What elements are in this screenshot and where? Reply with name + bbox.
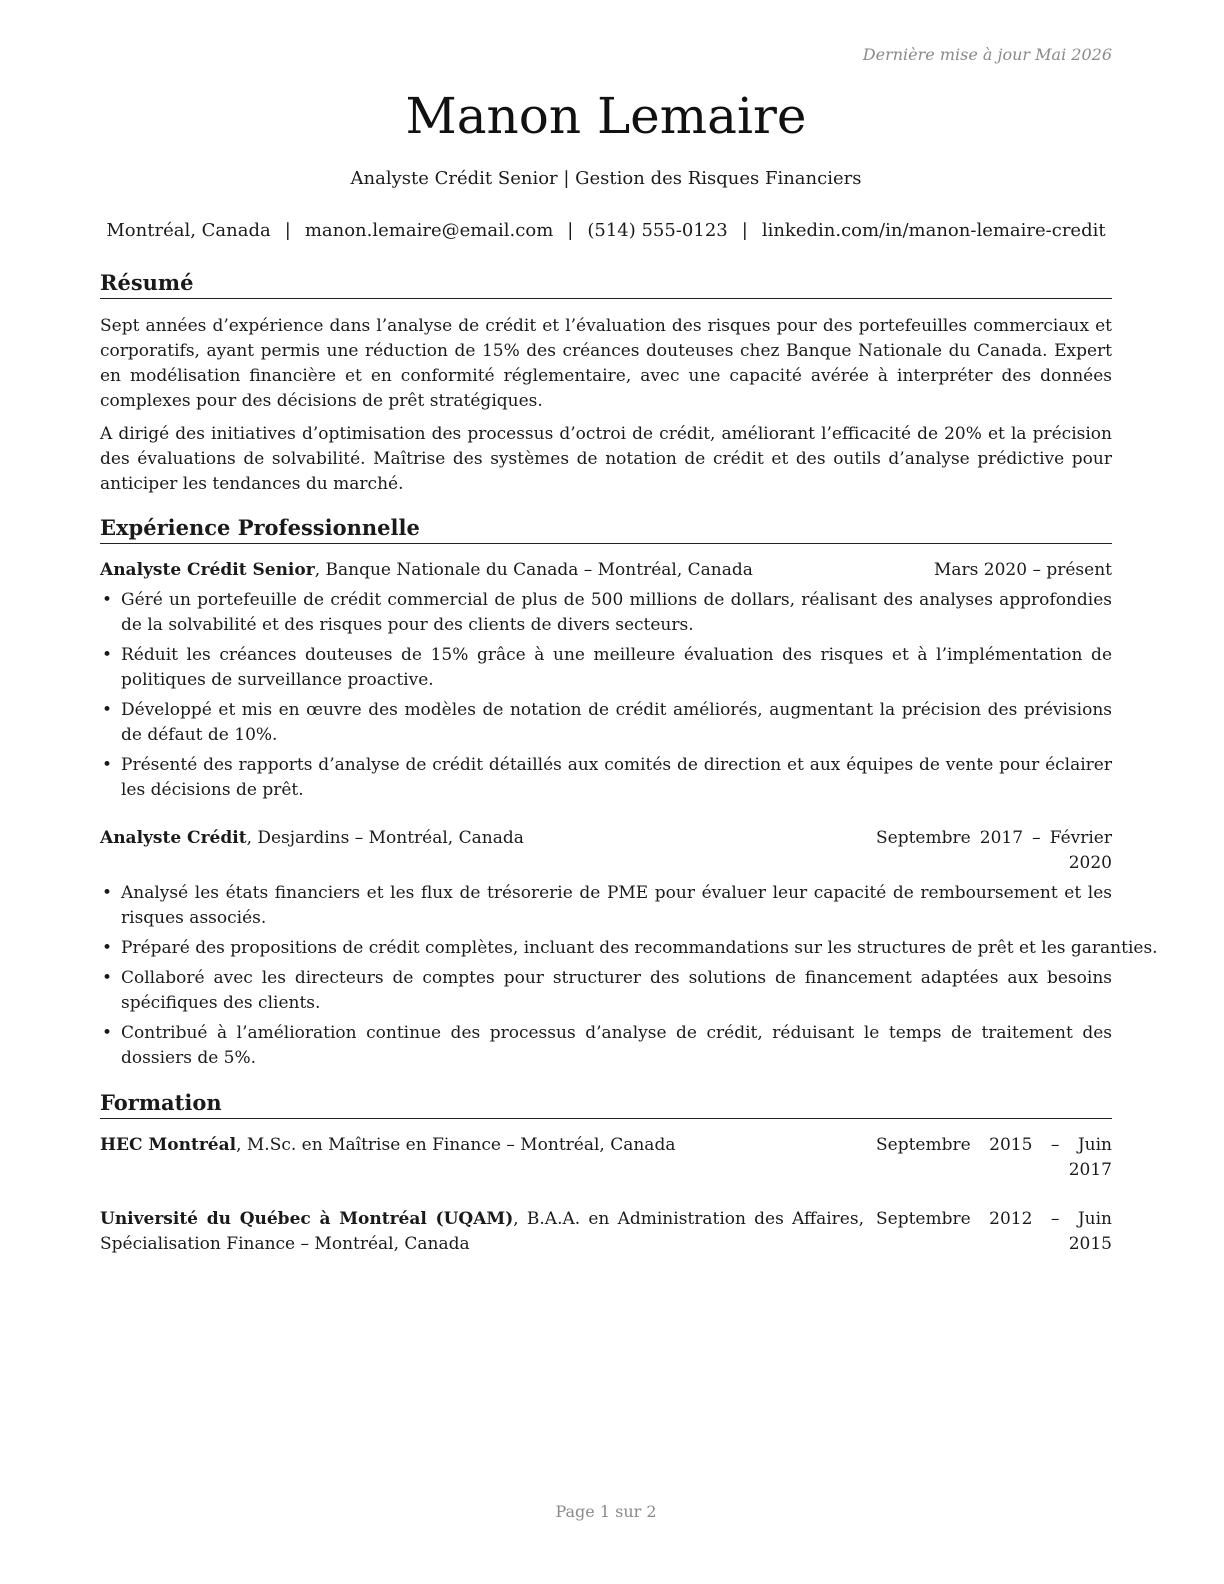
job-role: Analyste Crédit Senior bbox=[100, 560, 315, 580]
education-entry bbox=[100, 1133, 1112, 1183]
job-dates: Mars 2020 – présent bbox=[933, 560, 1112, 580]
job-role: Analyste Crédit bbox=[100, 828, 247, 848]
contact-line bbox=[70, 218, 1142, 244]
bullet-icon: • bbox=[102, 938, 113, 958]
school-name: HEC Montréal bbox=[100, 1135, 237, 1155]
bullet-text: Développé et mis en œuvre des modèles de notation de crédit améliorés, augmentant la précision des prévisions de défaut de 10%. bbox=[121, 700, 1112, 745]
list-item bbox=[100, 698, 1112, 748]
list-item bbox=[100, 643, 1112, 693]
list-item bbox=[100, 936, 1158, 961]
education-dates: Septembre 2015 – Juin 2017 bbox=[876, 1135, 1112, 1180]
contact-location: Montréal, Canada bbox=[106, 220, 271, 241]
bullet-text: Collaboré avec les directeurs de comptes pour structurer des solutions de financement adaptées aux besoins spécifiques des clients. bbox=[121, 968, 1112, 1013]
education-dates: Septembre 2012 – Juin 2015 bbox=[876, 1209, 1112, 1254]
bullet-text: Présenté des rapports d’analyse de crédit détaillés aux comités de direction et aux équipes de vente pour éclairer les décisions de prêt. bbox=[121, 755, 1112, 800]
experience-title: Expérience Professionnelle bbox=[100, 515, 1112, 544]
school-name: Université du Québec à Montréal (UQAM) bbox=[100, 1209, 514, 1229]
bullet-text: Réduit les créances douteuses de 15% grâce à une meilleure évaluation des risques et à l’implémentation de politiques de surveillance proactive. bbox=[121, 645, 1112, 690]
list-item bbox=[100, 881, 1112, 931]
job-dates: Septembre 2017 – Février 2020 bbox=[876, 828, 1112, 873]
list-item bbox=[100, 753, 1112, 803]
contact-phone[interactable]: (514) 555-0123 bbox=[587, 220, 728, 241]
school-detail: , B.A.A. en Administration des Affaires, Spécialisation Finance – Montréal, Canada bbox=[100, 1209, 864, 1254]
summary-title: Résumé bbox=[100, 270, 1112, 299]
bullet-icon: • bbox=[102, 755, 113, 775]
bullet-text: Analysé les états financiers et les flux de trésorerie de PME pour évaluer leur capacité de remboursement et les risques associés. bbox=[121, 883, 1112, 928]
bullet-icon: • bbox=[102, 700, 113, 720]
school-detail: , M.Sc. en Maîtrise en Finance – Montréal, Canada bbox=[236, 1135, 676, 1155]
job-org: , Desjardins – Montréal, Canada bbox=[246, 828, 524, 848]
job-bullets bbox=[100, 588, 1112, 803]
contact-separator: | bbox=[567, 220, 574, 241]
resume-page bbox=[100, 0, 1158, 1584]
education-section bbox=[100, 1090, 1112, 1257]
candidate-headline: Analyste Crédit Senior | Gestion des Risques Financiers bbox=[350, 168, 862, 189]
bullet-text: Géré un portefeuille de crédit commercial de plus de 500 millions de dollars, réalisant des analyses approfondies de la solvabilité et des risques pour des clients de divers secteurs. bbox=[121, 590, 1112, 635]
contact-separator: | bbox=[741, 220, 748, 241]
job-bullets bbox=[100, 881, 1158, 1071]
summary-paragraph: A dirigé des initiatives d’optimisation des processus d’octroi de crédit, améliorant l’efficacité de 20% et la précision des évaluations de solvabilité. Maîtrise des systèmes de notation de crédit et des outils d’analyse prédictive pour anticiper les tendances du marché. bbox=[100, 424, 1112, 494]
list-item bbox=[100, 588, 1112, 638]
education-entry bbox=[100, 1207, 1112, 1257]
page-number: Page 1 sur 2 bbox=[555, 1502, 657, 1521]
last-updated: Dernière mise à jour Mai 2026 bbox=[862, 45, 1112, 64]
list-item bbox=[100, 966, 1112, 1016]
candidate-name: Manon Lemaire bbox=[405, 87, 807, 145]
bullet-icon: • bbox=[102, 645, 113, 665]
contact-linkedin[interactable]: linkedin.com/in/manon-lemaire-credit bbox=[761, 220, 1106, 241]
job-org: , Banque Nationale du Canada – Montréal, Canada bbox=[314, 560, 753, 580]
experience-section bbox=[100, 515, 1158, 1071]
bullet-icon: • bbox=[102, 968, 113, 988]
bullet-text: Préparé des propositions de crédit complètes, incluant des recommandations sur les structures de prêt et les garanties. bbox=[121, 938, 1158, 958]
contact-separator: | bbox=[284, 220, 291, 241]
summary-section bbox=[100, 270, 1112, 497]
summary-paragraph: Sept années d’expérience dans l’analyse de crédit et l’évaluation des risques pour des portefeuilles commerciaux et corporatifs, ayant permis une réduction de 15% des créances douteuses chez Banque Nationale du Canada. Expert en modélisation financière et en conformité réglementaire, avec une capacité avérée à interpréter des données complexes pour des décisions de prêt stratégiques. bbox=[100, 316, 1112, 411]
bullet-icon: • bbox=[102, 883, 113, 903]
bullet-icon: • bbox=[102, 590, 113, 610]
bullet-text: Contribué à l’amélioration continue des processus d’analyse de crédit, réduisant le temps de traitement des dossiers de 5%. bbox=[121, 1023, 1112, 1068]
education-title: Formation bbox=[100, 1090, 1112, 1119]
job-entry bbox=[100, 826, 1158, 1071]
job-entry bbox=[100, 558, 1112, 803]
bullet-icon: • bbox=[102, 1023, 113, 1043]
list-item bbox=[100, 1021, 1112, 1071]
contact-email[interactable]: manon.lemaire@email.com bbox=[304, 220, 554, 241]
